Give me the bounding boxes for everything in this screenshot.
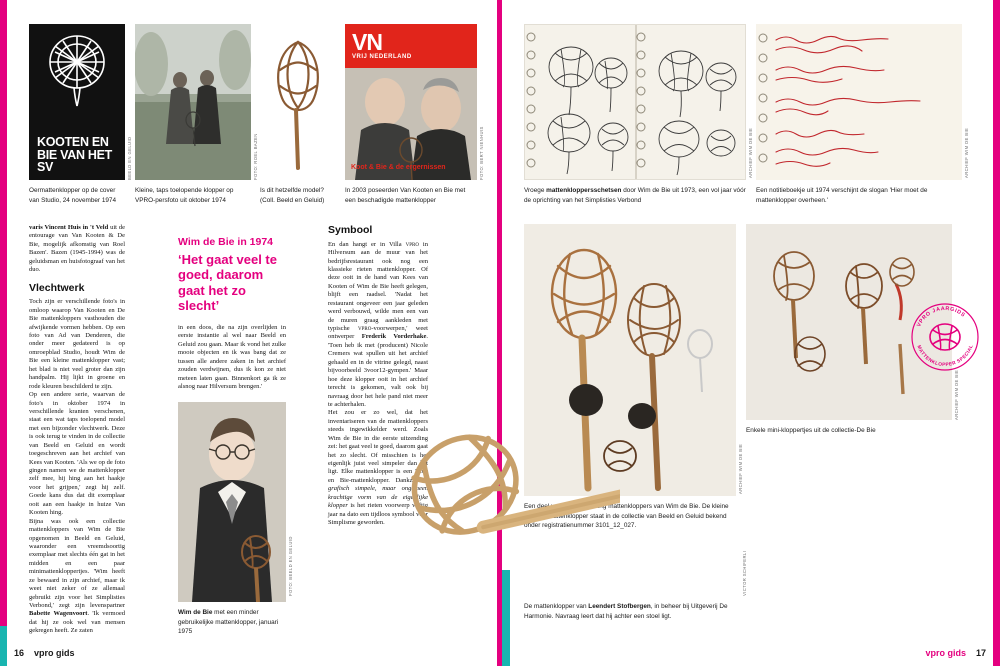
figure-vrij-nederland-cover bbox=[345, 24, 477, 180]
paragraph-3-0: En dan hangt er in Villa vpro in Hilversum aan de muur van het bedrijfsrestaurant ook nog een klassieke rieten mattenklopper. Of deze ooit in de hand van Kees van Kooten of Wim de Bie heeft gelegen, blijft een raadsel. 'Nadat het restaurant ongeveer een jaar geleden werd verbouwd, wilde men een van de muren graag aankleden met typische vpro-voorwerpen,' weet ontwerper Frederik Vorderhake. 'Toen heb ik met (producent) Nicole Cremers wat spullen uit het archief gehaald en in de vitrine gelegd, naast bijvoorbeeld 3voor12-gympen.' Maar hoe deze klopper ooit in het archief terecht is gekomen, valt ook bij navraag door het hele pand niet meer te achterhalen. bbox=[328, 240, 428, 408]
credit-mini-kloppers: ARCHIEF WIM DE BIE bbox=[954, 369, 959, 420]
figure-sketchbook bbox=[524, 24, 746, 180]
mattenklopper-illustration bbox=[41, 32, 113, 108]
caption-stofbergen-text: De mattenklopper van Leendert Stofbergen, in beheer bij Uitgeverij De Harmonie. Navraag leert dat hij achter een stoel ligt. bbox=[524, 603, 728, 620]
paragraph-3-1: Het zou er zo wel, dat het inventariseren van de mattenkloppers steeds ingewikkelder werd. Zoals Wim de Bie in die eerste uitzending zei: het gaat veel te goed, daarom gaat het zo slecht. Of misschien is het eigenlijk juist veel simpeler dan het ligt. Elke mattenklopper is een Koot en Bie-mattenklopper. Dankzij de grafisch simpele, maar ongemeen krachtige vorm van de eigenlijke klopper is het rieten voorwerp vijftig jaar na dato een tijdloos symbool voor Simplisme geworden. bbox=[328, 409, 428, 527]
cover-title: KOOTEN EN BIE VAN HET SV bbox=[37, 134, 112, 175]
credit-two-men: FOTO: ROEL BAZEN bbox=[253, 133, 258, 180]
page-number-right: 17 bbox=[975, 648, 986, 658]
paragraph-1-1: Toch zijn er verschillende foto's in omloop waarop Van Kooten en De Bie mattenkloppers vasthouden die afwijkende vormen hebben. Op een foto van Ad van Denderen, die onder meer gedateerd is op omroepblad Studio, houdt Wim de Bie een kleine mattenklopper vast; het blad is niet veel groter dan zijn handpalm. Hij lijkt in groene en rode kleuren beschilderd te zijn. bbox=[29, 298, 125, 390]
figure-notebook-red bbox=[756, 24, 962, 180]
paragraph-1-2: Op een andere serie, waarvan de foto's in oktober 1974 in verschillende kranten verschenen, staat een wat taps toelopend model met een bijzonder vlechtwerk. Deze is ook terug te vinden in de collectie van Beeld en Geluid en wordt toegeschreven aan het archief van Kees van Kooten. 'Als we op de foto gingen namen we de mattenklopper zelf mee, hij hing aan het haakje voor het grijpen,' zegt hij zelf. Goede kans dus dat dit exemplaar ooit aan een haakje in huize Van Kooten hing. bbox=[29, 391, 125, 517]
figure-cover-studio bbox=[29, 24, 125, 180]
vn-logo: VN bbox=[352, 29, 382, 55]
photo-illustration-two-men bbox=[135, 24, 251, 180]
brand-right: vpro gids bbox=[925, 648, 966, 658]
text-column-2 bbox=[178, 324, 286, 392]
paragraph-2-0: in een doos, die na zijn overlijden in eerste instantie al wel naar Beeld en Geluid zou gaan. Maar ik vond het zulke mooie objecten en ik was bang dat ze tussen alle andere zaken in het archief zouden verdwijnen, dus ik kon ze niet meteen laten gaan. Binnenkort ga ik ze alsnog naar Hilversum brengen.' bbox=[178, 324, 286, 391]
caption-mini-kloppers: Enkele mini-kloppertjes uit de collectie-De Bie bbox=[746, 427, 876, 434]
brand-left: vpro gids bbox=[34, 648, 75, 658]
figure-stofbergen-klopper bbox=[290, 418, 620, 628]
accent-bar-left bbox=[0, 0, 7, 666]
caption-collection-text: Een deel van de verzameling mattenkloppers van Wim de Bie. De kleine zilveren mattenklopper staat in de collectie van Beeld en Geluid bekend onder registratienummer 3101_12_027. bbox=[524, 503, 729, 530]
page-number-left: 16 bbox=[14, 648, 25, 658]
caption-notebook-red: Een notitieboekje uit 1974 verschijnt de slogan 'Hier moet de mattenklopper overheen.' bbox=[756, 187, 928, 204]
accent-bar-teal-left bbox=[0, 626, 7, 666]
figure-portrait-wim bbox=[178, 402, 286, 602]
caption-two-men: Kleine, taps toelopende klopper op VPRO-persfoto uit oktober 1974 bbox=[135, 187, 234, 204]
svg-text:MATTENKLOPPER SPECIAL bbox=[915, 344, 974, 368]
klopper-illustration bbox=[260, 24, 336, 180]
caption-single-klopper: Is dit hetzelfde model? (Coll. Beeld en Geluid) bbox=[260, 187, 325, 204]
paragraph-1-3: Bijna was ook een collectie mattenkloppers van Wim de Bie opgenomen in Beeld en Geluid, waaronder een vreemdsoortig exemplaar met slechts één gat in het midden en een paar minimattenkloppertjes. 'Wim heeft ze bewaard in zijn archief, maar ik weet niet zeker of ze allemaal gebruikt zijn voor het Simplisties Verbond,' zegt zijn levenspartner Babette Wagenvoort. 'Ik vermoed dat hij ze ook wel van mensen gekregen heeft. Ze zaten bbox=[29, 517, 126, 635]
caption-portrait-wim bbox=[178, 608, 286, 637]
figure-single-klopper bbox=[260, 24, 336, 180]
text-column-1 bbox=[29, 224, 125, 636]
stamp-icon bbox=[908, 300, 982, 374]
accent-bar-right bbox=[993, 0, 1000, 666]
paragraph-1-0: varis Vincent Huis in 't Veld uit de entourage van Van Kooten & De Bie, mogelijk afkomstig van Roel Bazen'. Bazen (1945-1994) was de geluidsman en huisfotograaf van het duo. bbox=[29, 224, 125, 274]
figure-two-men-photo bbox=[135, 24, 251, 180]
caption-cover-studio: Oermattenklopper op de cover van Studio, 24 november 1974 bbox=[29, 187, 117, 204]
credit-vrij-nederland: FOTO: BERT NIENHUIS bbox=[479, 126, 484, 180]
portrait-illustration bbox=[178, 402, 286, 602]
credit-cover-studio: BEELD EN GELUID bbox=[127, 136, 132, 180]
heading-symbool: Symbool bbox=[328, 224, 373, 236]
credit-stofbergen: VICTOR SCHIFERLI bbox=[742, 550, 747, 596]
notebook-paper bbox=[756, 24, 962, 180]
credit-notebook-red: ARCHIEF WIM DE BIE bbox=[964, 127, 969, 178]
heading-vlechtwerk: Vlechtwerk bbox=[29, 281, 85, 294]
caption-stofbergen bbox=[524, 602, 736, 621]
vn-logo-subtitle: VRIJ NEDERLAND bbox=[352, 54, 412, 60]
pullquote-text: ‘Het gaat veel te goed, daarom gaat het zo slecht’ bbox=[178, 252, 277, 313]
credit-sketchbook: ARCHIEF WIM DE BIE bbox=[748, 127, 753, 178]
caption-sketchbook bbox=[524, 186, 746, 205]
stamp-bottom-text: MATTENKLOPPER SPECIAL bbox=[915, 344, 975, 369]
caption-portrait-text: Wim de Bie met een minder gebruikelijke mattenklopper, januari 1975 bbox=[178, 609, 279, 636]
credit-collection-large: ARCHIEF WIM DE BIE bbox=[738, 443, 743, 494]
caption-vrij-nederland: In 2003 poseerden Van Kooten en Bie met een beschadigde mattenklopper bbox=[345, 187, 466, 204]
pullquote bbox=[178, 236, 286, 313]
stamp-top-text: VPRO JAARGIDS bbox=[916, 305, 967, 328]
credit-portrait-wim: FOTO: BEELD EN GELUID bbox=[288, 536, 293, 596]
sketchbook-illustration bbox=[525, 25, 746, 180]
vn-cover-line: Koot & Bie & de ergernissen bbox=[351, 163, 446, 171]
pullquote-kicker: Wim de Bie in 1974 bbox=[178, 236, 274, 248]
caption-sketchbook-text: Vroege mattenkloppersschetsen door Wim de Bie uit 1973, een vol jaar vóór de oprichting van het Simplisties Verbond bbox=[524, 187, 746, 204]
jubilee-stamp bbox=[908, 300, 982, 374]
